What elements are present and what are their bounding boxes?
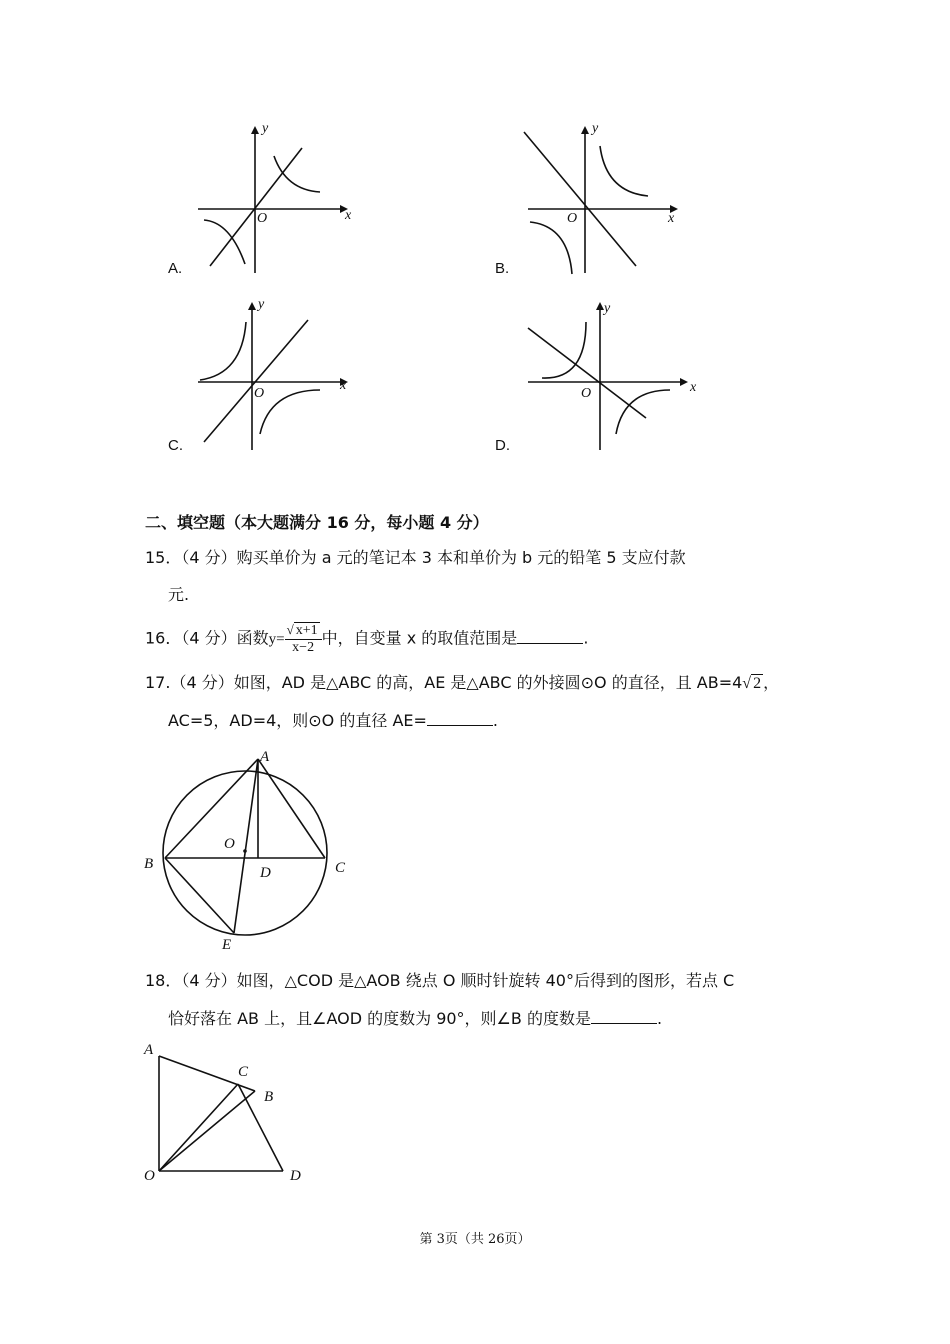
option-d-label: D. — [495, 437, 510, 454]
answer-blank-16 — [517, 629, 583, 644]
question-17-comma: ， — [763, 673, 780, 692]
question-17-line-2 — [168, 710, 498, 732]
x-label: x — [340, 378, 347, 393]
x-label: x — [345, 208, 352, 223]
question-17-text-2: AC=5，AD=4，则⊙O 的直径 AE= — [168, 711, 427, 730]
option-c-label: C. — [168, 437, 183, 454]
graph-c — [190, 292, 370, 452]
hyperbola-branch-2 — [204, 220, 245, 264]
function-y: y= — [268, 631, 285, 648]
origin-label: O — [567, 211, 578, 226]
label-b: B — [144, 856, 154, 872]
label-o: O — [224, 836, 235, 852]
fraction-denominator: x−2 — [292, 640, 315, 655]
fraction: $\frac{√ x+1}{x-2}$ — [285, 622, 322, 656]
figure-18 — [138, 1038, 338, 1188]
question-17-end: . — [492, 711, 499, 730]
line-graph — [524, 132, 636, 266]
option-a-label: A. — [168, 260, 183, 277]
answer-blank-17 — [427, 711, 493, 726]
figure-17 — [138, 745, 368, 960]
question-17-line-1: 17.（4 分）如图，AD 是△ABC 的高，AE 是△ABC 的外接圆⊙O 的直径，且 AB=4√ 2 ， — [145, 673, 780, 692]
question-18-text-2: 恰好落在 AB 上，且∠AOD 的度数为 90°，则∠B 的度数是 — [168, 1009, 591, 1028]
question-16 — [145, 622, 588, 656]
answer-blank-18 — [591, 1009, 657, 1024]
question-16-end: . — [583, 628, 589, 648]
x-label: x — [668, 211, 675, 226]
hyperbola-branch-1 — [542, 322, 586, 378]
label-o: O — [144, 1168, 155, 1184]
segment-ae — [234, 759, 258, 933]
question-16-suffix: 中，自变量 x 的取值范围是 — [321, 628, 518, 648]
hyperbola-branch-1 — [600, 146, 648, 196]
section-heading: 二、填空题（本大题满分 16 分，每小题 4 分） — [145, 513, 489, 532]
origin-label: O — [254, 386, 265, 401]
question-18-end: . — [656, 1009, 663, 1028]
fraction-numerator: x+1 — [295, 623, 318, 638]
hyperbola-branch-2 — [616, 390, 670, 434]
origin-label: O — [581, 386, 592, 401]
x-axis-arrow — [680, 378, 688, 386]
label-b: B — [264, 1089, 274, 1105]
y-label: y — [604, 301, 611, 316]
label-d: D — [290, 1168, 301, 1184]
graph-d — [520, 292, 700, 452]
segment-ob — [159, 1091, 255, 1171]
question-15-line-2: 元. — [168, 585, 190, 604]
y-axis-arrow — [581, 126, 589, 134]
label-e: E — [222, 937, 232, 953]
graph-b — [520, 118, 700, 278]
label-c: C — [238, 1064, 249, 1080]
line-graph — [528, 328, 646, 418]
hyperbola-branch-2 — [260, 390, 320, 434]
sqrt-value: 2 — [753, 675, 762, 692]
y-label: y — [262, 121, 269, 136]
segment-ab — [165, 759, 258, 858]
center-point — [243, 849, 247, 853]
question-16-prefix: 16．（4 分）函数 — [145, 628, 269, 648]
origin-label: O — [257, 211, 268, 226]
segment-cd — [238, 1084, 283, 1171]
line-graph — [210, 148, 302, 266]
y-label: y — [592, 121, 599, 136]
y-axis-arrow — [596, 302, 604, 310]
question-18-line-1: 18．（4 分）如图，△COD 是△AOB 绕点 O 顺时针旋转 40°后得到的图形，若点 C — [145, 971, 735, 990]
line-graph — [204, 320, 308, 442]
option-b-label: B. — [495, 260, 510, 277]
y-label: y — [258, 297, 265, 312]
label-a: A — [144, 1042, 154, 1058]
hyperbola-branch-1 — [200, 322, 246, 380]
label-c: C — [335, 860, 346, 876]
graph-a — [190, 118, 370, 278]
y-axis-arrow — [248, 302, 256, 310]
question-18-line-2 — [168, 1008, 662, 1030]
question-15-line-1: 15．（4 分）购买单价为 a 元的笔记本 3 本和单价为 b 元的铅笔 5 支应付款 — [145, 548, 686, 567]
label-a: A — [260, 749, 270, 765]
question-17-text: 17.（4 分）如图，AD 是△ABC 的高，AE 是△ABC 的外接圆⊙O 的直径，且 AB=4 — [145, 673, 743, 692]
hyperbola-branch-2 — [530, 222, 572, 274]
segment-ac — [258, 759, 325, 858]
y-axis-arrow — [251, 126, 259, 134]
label-d: D — [260, 865, 271, 881]
page-footer: 第 3页（共 26页） — [419, 1232, 531, 1247]
segment-oc — [159, 1084, 238, 1171]
x-label: x — [690, 380, 697, 395]
